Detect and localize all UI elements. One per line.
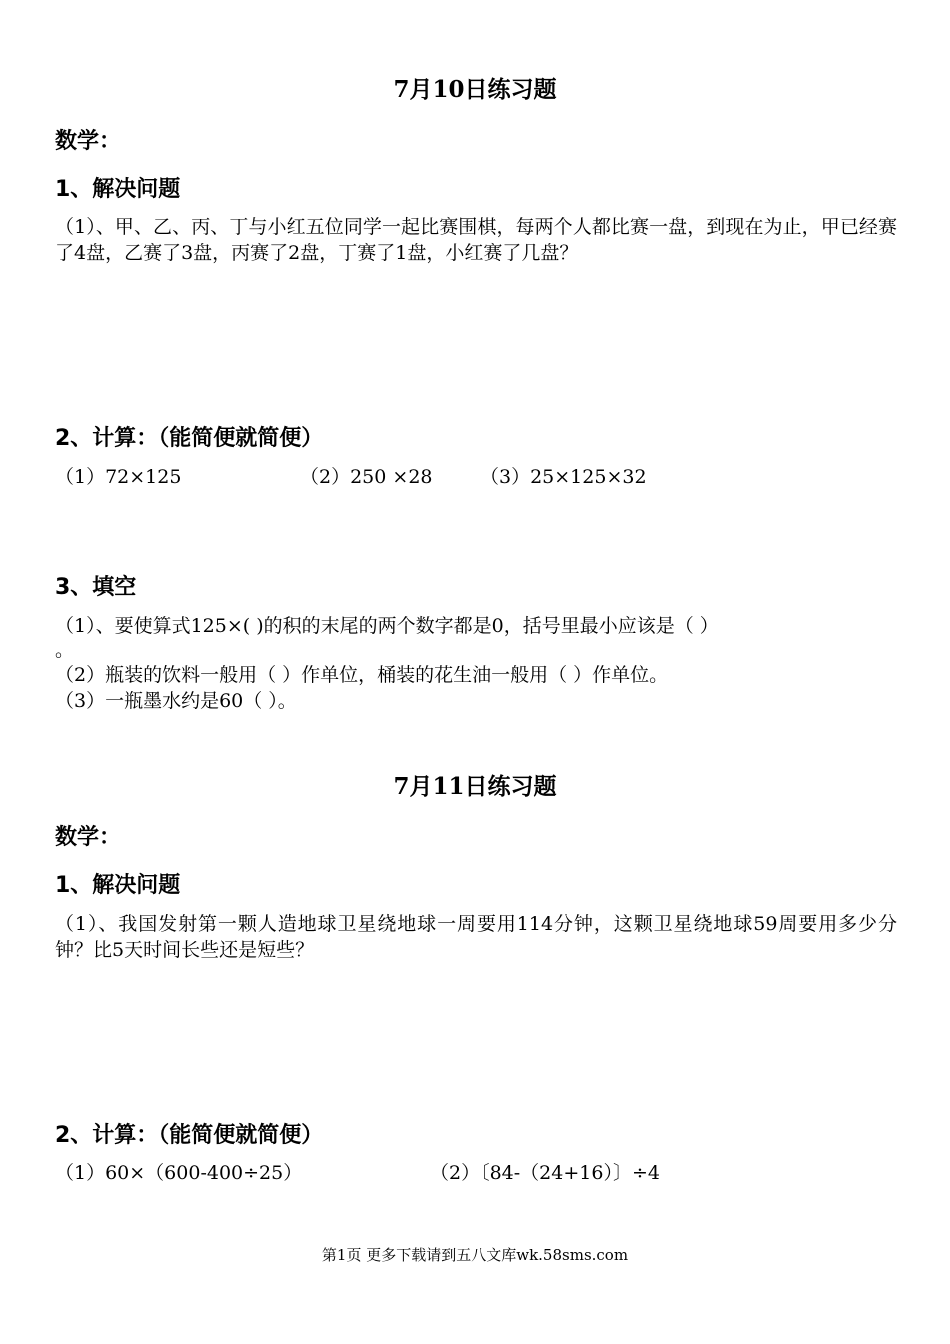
day2-subject: 数学： bbox=[55, 825, 122, 850]
day1-calc-3: （3）25×125×32 bbox=[480, 466, 647, 488]
day2-section1-heading: 1、解决问题 bbox=[55, 873, 181, 898]
day2-calc-1: （1）60×（600-400÷25） bbox=[55, 1162, 303, 1184]
day2-section2-heading: 2、计算：（能简便就简便） bbox=[55, 1123, 324, 1148]
day1-section2-heading: 2、计算：（能简便就简便） bbox=[55, 426, 324, 451]
page-footer: 第1页 更多下载请到五八文库wk.58sms.com bbox=[321, 1246, 629, 1264]
day1-section3-heading: 3、填空 bbox=[55, 575, 137, 600]
day1-fill-1-cont: 。 bbox=[55, 639, 75, 661]
day1-section1-heading: 1、解决问题 bbox=[55, 177, 181, 202]
day1-calc-1: （1）72×125 bbox=[55, 466, 182, 488]
day1-problem-1: （1）、甲、乙、丙、丁与小红五位同学一起比赛围棋，每两个人都比赛一盘，到现在为止，甲已经赛了4盘，乙赛了3盘，丙赛了2盘，丁赛了1盘，小红赛了几盘？ bbox=[55, 216, 897, 264]
day2-calc-2: （2）〔84-（24+16）〕÷4 bbox=[430, 1162, 660, 1184]
day1-fill-3: （3）一瓶墨水约是60（ ）。 bbox=[55, 690, 297, 712]
day1-fill-2: （2）瓶装的饮料一般用（ ）作单位，桶装的花生油一般用（ ）作单位。 bbox=[55, 664, 669, 686]
day2-problem-1: （1）、我国发射第一颗人造地球卫星绕地球一周要用114分钟，这颗卫星绕地球59周要用多少分钟？比5天时间长些还是短些？ bbox=[55, 913, 897, 961]
day1-title: 7月10日练习题 bbox=[393, 76, 557, 103]
day1-subject: 数学： bbox=[55, 129, 122, 154]
day2-title: 7月11日练习题 bbox=[393, 773, 557, 800]
day1-calc-2: （2）250 ×28 bbox=[300, 466, 433, 488]
day1-fill-1: （1）、要使算式125×( )的积的末尾的两个数字都是0，括号里最小应该是（ ） bbox=[55, 615, 719, 637]
